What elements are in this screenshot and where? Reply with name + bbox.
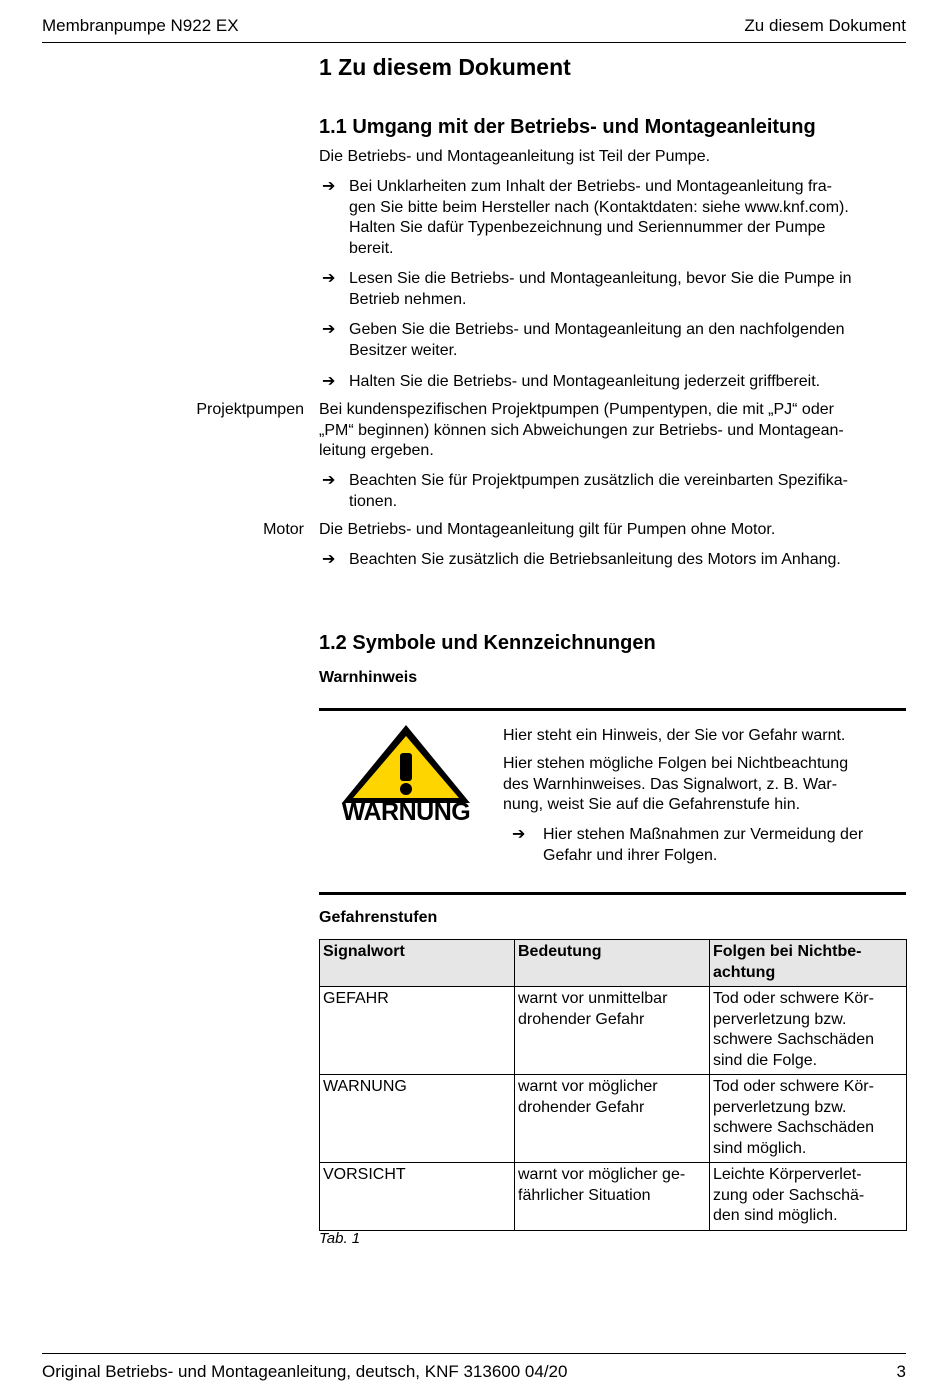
- warnhinweis-heading: Warnhinweis: [319, 669, 418, 686]
- column-header: Signalwort: [320, 940, 515, 987]
- table-cell: GEFAHR: [320, 987, 515, 1075]
- table-cell: Leichte Körperverlet- zung oder Sachschä- den sind möglich.: [710, 1163, 907, 1231]
- page-number: 3: [896, 1362, 906, 1381]
- table-cell: WARNUNG: [320, 1075, 515, 1163]
- table-cell: VORSICHT: [320, 1163, 515, 1231]
- arrow-icon: ➔: [322, 472, 336, 489]
- warn-text-2: Hier stehen mögliche Folgen bei Nichtbeachtung des Warnhinweises. Das Signalwort, z. B. War- nung, weist Sie auf die Gefahrenstufe hin.: [503, 755, 849, 813]
- chapter-title: 1 Zu diesem Dokument: [319, 54, 571, 80]
- arrow-icon: ➔: [322, 551, 336, 568]
- arrow-icon: ➔: [322, 270, 336, 287]
- table-caption: Tab. 1: [319, 1230, 361, 1247]
- footer-document-info: Original Betriebs- und Montageanleitung, deutsch, KNF 313600 04/20: [42, 1362, 568, 1381]
- header-rule: [42, 42, 906, 43]
- table-row: [320, 1075, 907, 1163]
- footer-rule: [42, 1353, 906, 1354]
- table-cell: warnt vor unmittelbar drohender Gefahr: [515, 987, 710, 1075]
- margin-label-motor: Motor: [263, 521, 304, 538]
- warnbox-bottom-rule: [319, 892, 906, 895]
- warnbox-top-rule: [319, 708, 906, 711]
- bullet-item: ➔ Halten Sie die Betriebs- und Montageanleitung jederzeit griffbereit.: [322, 372, 906, 393]
- table-cell: warnt vor möglicher ge- fährlicher Situation: [515, 1163, 710, 1231]
- header-section: Zu diesem Dokument: [744, 16, 906, 35]
- table-row: [320, 987, 907, 1075]
- bullet-item: ➔ Geben Sie die Betriebs- und Montageanleitung an den nachfolgenden Besitzer weiter.: [322, 321, 845, 359]
- intro-paragraph: Die Betriebs- und Montageanleitung ist Teil der Pumpe.: [319, 148, 711, 165]
- projekt-paragraph: Bei kundenspezifischen Projektpumpen (Pumpentypen, die mit „PJ“ oder „PM“ beginnen) können sich Abweichungen zur Betriebs- und Montagean- leitung ergeben.: [319, 401, 844, 459]
- signal-word: WARNUNG: [341, 798, 471, 826]
- table-cell: Tod oder schwere Kör- perverletzung bzw. schwere Sachschäden sind die Folge.: [710, 987, 907, 1075]
- arrow-icon: ➔: [322, 321, 336, 338]
- column-header: Bedeutung: [515, 940, 710, 987]
- section-title-1-2: 1.2 Symbole und Kennzeichnungen: [319, 632, 656, 654]
- table-row: [320, 1163, 907, 1231]
- section-title-1-1: 1.1 Umgang mit der Betriebs- und Montageanleitung: [319, 116, 816, 138]
- header-title: Membranpumpe N922 EX: [42, 16, 239, 35]
- table-cell: warnt vor möglicher drohender Gefahr: [515, 1075, 710, 1163]
- arrow-icon: ➔: [322, 373, 336, 390]
- arrow-icon: ➔: [322, 178, 336, 195]
- gefahrenstufen-heading: Gefahrenstufen: [319, 909, 438, 926]
- bullet-item: ➔ Beachten Sie für Projektpumpen zusätzlich die vereinbarten Spezifika- tionen.: [322, 472, 848, 510]
- table-cell: Tod oder schwere Kör- perverletzung bzw. schwere Sachschäden sind möglich.: [710, 1075, 907, 1163]
- gefahrenstufen-table: [319, 939, 907, 1231]
- table-header-row: [320, 940, 907, 987]
- warning-triangle-icon: [340, 723, 472, 805]
- arrow-icon: ➔: [512, 826, 526, 843]
- column-header: Folgen bei Nichtbe- achtung: [710, 940, 907, 987]
- margin-label-projektpumpen: Projektpumpen: [196, 401, 304, 418]
- motor-paragraph: Die Betriebs- und Montageanleitung gilt für Pumpen ohne Motor.: [319, 521, 776, 538]
- bullet-item: ➔ Beachten Sie zusätzlich die Betriebsanleitung des Motors im Anhang.: [322, 550, 906, 571]
- bullet-item: ➔ Bei Unklarheiten zum Inhalt der Betriebs- und Montageanleitung fra- gen Sie bitte beim Hersteller nach (Kontaktdaten: siehe www.knf.com). Halten Sie dafür Typenbezeichnung und Seriennummer der Pumpe bereit.: [322, 178, 849, 257]
- bullet-item: ➔ Lesen Sie die Betriebs- und Montageanleitung, bevor Sie die Pumpe in Betrieb nehmen.: [322, 270, 852, 308]
- warn-bullet: ➔ Hier stehen Maßnahmen zur Vermeidung der Gefahr und ihrer Folgen.: [512, 826, 864, 864]
- warn-text-1: Hier steht ein Hinweis, der Sie vor Gefahr warnt.: [503, 727, 846, 744]
